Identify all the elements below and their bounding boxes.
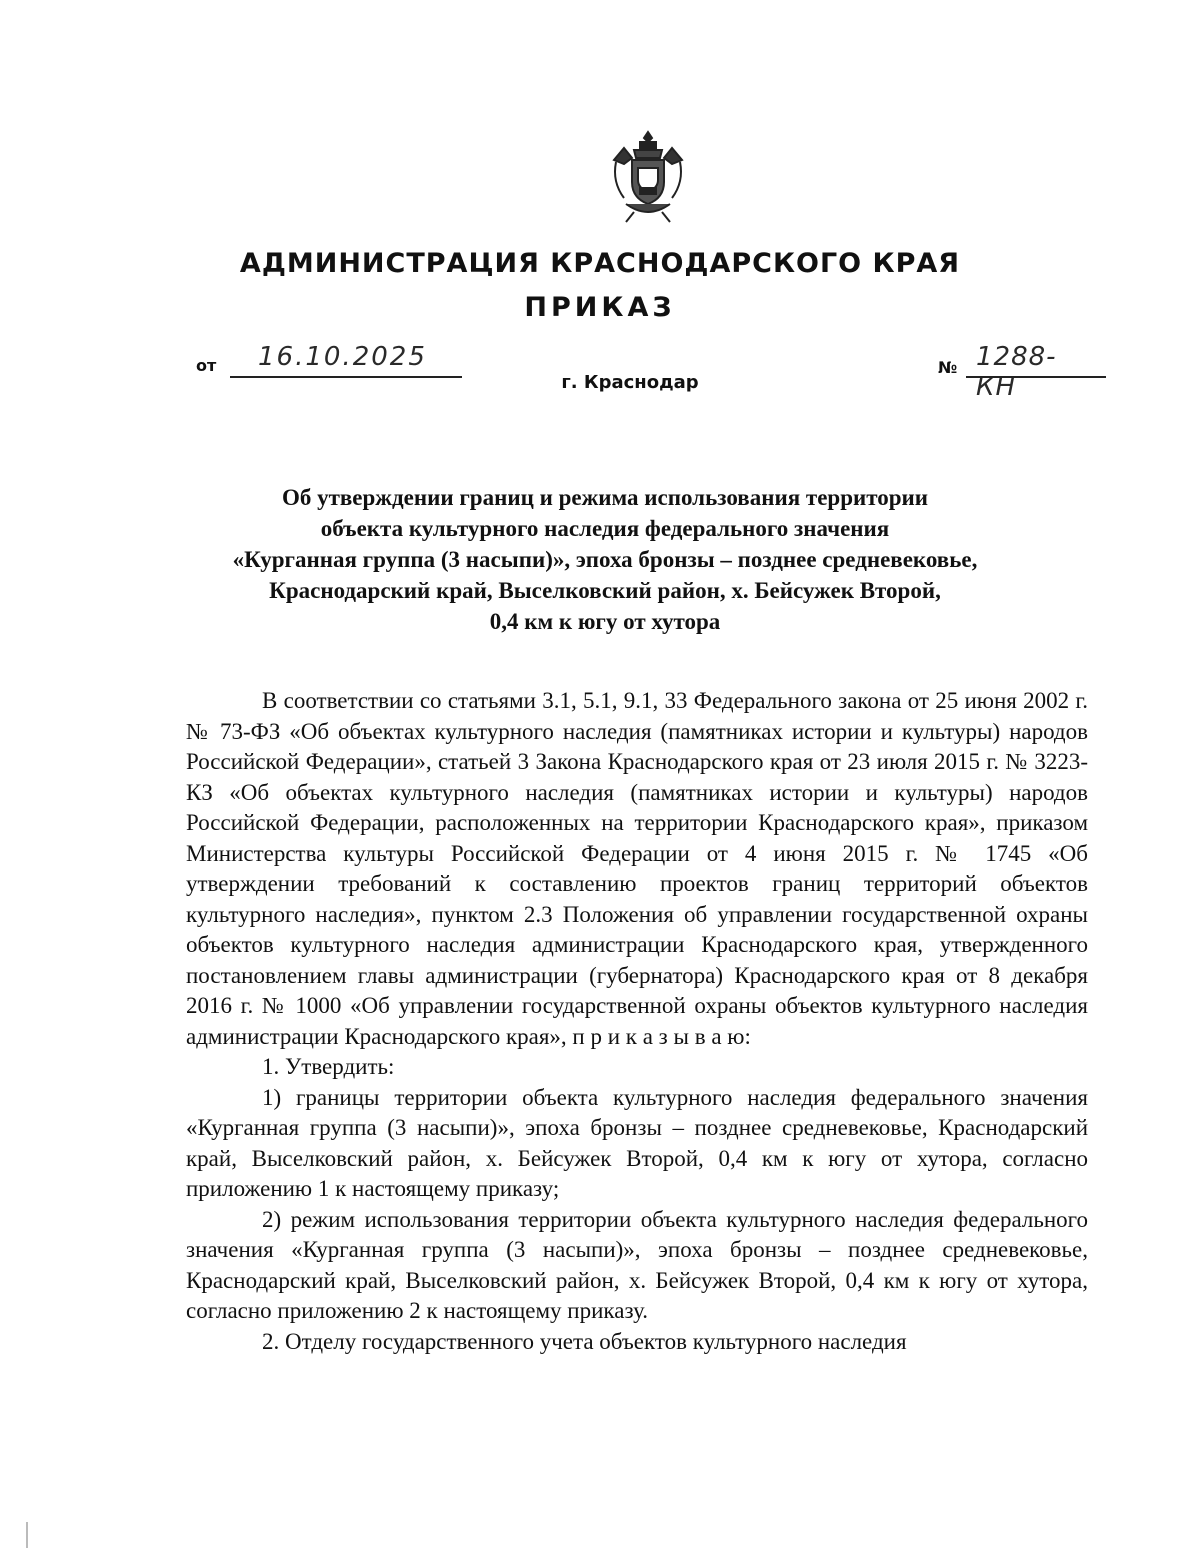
title-line: объекта культурного наследия федерального значения [320, 516, 890, 541]
city-name: г. Краснодар [561, 372, 699, 393]
title-line: Краснодарский край, Выселковский район, х. Бейсужек Второй, [269, 578, 941, 603]
document-type: ПРИКАЗ [524, 292, 676, 323]
body-paragraph: 1. Утвердить: [262, 1054, 395, 1079]
document-title [180, 482, 1030, 637]
number-prefix: № [938, 358, 958, 377]
date-prefix: от [196, 356, 217, 375]
body-paragraph: 2. Отделу государственного учета объектов культурного наследия [262, 1328, 907, 1354]
handwritten-date: 16.10.2025 [258, 342, 427, 372]
document-body [186, 686, 1088, 1357]
scan-margin-mark [26, 1522, 28, 1548]
title-line: Об утверждении границ и режима использования территории [281, 485, 929, 510]
organization-name: АДМИНИСТРАЦИЯ КРАСНОДАРСКОГО КРАЯ [239, 248, 961, 279]
coat-of-arms-icon [606, 128, 690, 226]
handwritten-number: 1288-КН [976, 342, 1057, 402]
title-line: «Курганная группа (3 насыпи)», эпоха бронзы – позднее средневековье, [232, 547, 978, 572]
body-paragraph: В соответствии со статьями 3.1, 5.1, 9.1, 33 Федерального закона от 25 июня 2002 г. № 73-ФЗ «Об объектах культурного наследия (памятниках истории и культуры) народов Российской Федерации», статьей 3 Закона Краснодарского края от 23 июля 2015 г. № 3223-КЗ «Об объектах культурного наследия (памятниках истории и культуры) народов Российской Федерации, расположенных на территории Краснодарского края», приказом Министерства культуры Российской Федерации от 4 июня 2015 г. № 1745 «Об утверждении требований к составлению проектов границ территорий объектов культурного наследия», пунктом 2.3 Положения об управлении государственной охраны объектов культурного наследия администрации Краснодарского края, утвержденного постановлением главы администрации (губернатора) Краснодарского края от 8 декабря 2016 г. № 1000 «Об управлении государственной охраны объектов культурного наследия администрации Краснодарского края», п р и к а з ы в а ю: [186, 688, 1088, 1049]
body-paragraph: 1) границы территории объекта культурного наследия федерального значения «Курганная группа (3 насыпи)», эпоха бронзы – позднее средневековье, Краснодарский край, Выселковский район, х. Бейсужек Второй, 0,4 км к югу от хутора, согласно приложению 1 к настоящему приказу; [186, 1084, 1088, 1201]
title-line: 0,4 км к югу от хутора [489, 609, 721, 634]
body-paragraph: 2) режим использования территории объекта культурного наследия федерального значения «Курганная группа (3 насыпи)», эпоха бронзы – позднее средневековье, Краснодарский край, Выселковский район, х. Бейсужек Второй, 0,4 км к югу от хутора, согласно приложению 2 к настоящему приказу. [186, 1206, 1088, 1323]
